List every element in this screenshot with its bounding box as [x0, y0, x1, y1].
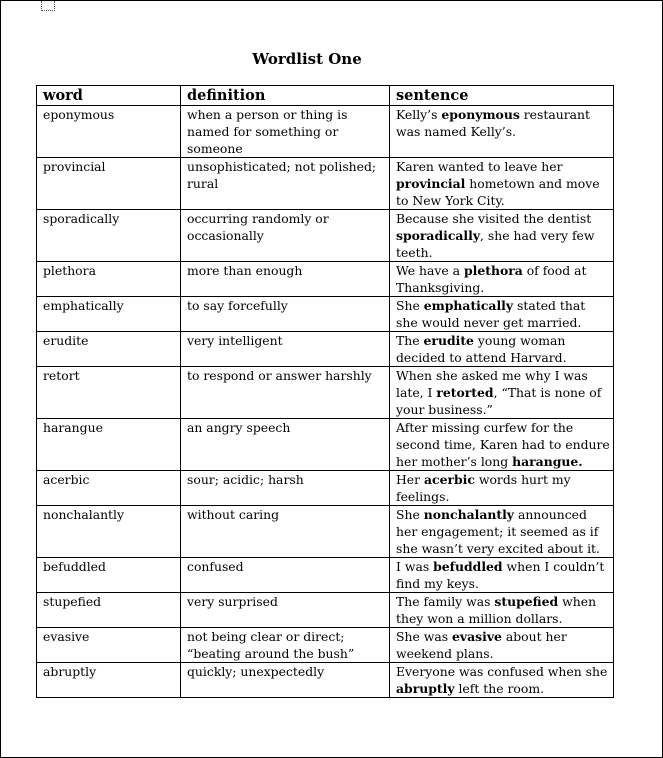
definition-cell: to say forcefully [181, 297, 390, 332]
table-row [37, 628, 614, 663]
sentence-cell [390, 663, 614, 698]
vocabulary-word-emphasis: emphatically [423, 298, 514, 313]
table-header-row [37, 86, 614, 106]
table-row [37, 332, 614, 367]
column-header-word: word [37, 86, 181, 106]
table-row [37, 558, 614, 593]
sentence-text: Kelly’s [396, 107, 442, 122]
sentence-cell [390, 262, 614, 297]
sentence-text: hometown and move to New York City. [396, 176, 600, 208]
sentence-text: restaurant was named Kelly’s. [396, 107, 590, 139]
definition-cell: occurring randomly or occasionally [181, 210, 390, 262]
sentence-text: about her weekend plans. [396, 629, 567, 661]
definition-cell: not being clear or direct; “beating around the bush” [181, 628, 390, 663]
definition-cell: an angry speech [181, 419, 390, 471]
table-row [37, 663, 614, 698]
definition-cell: without caring [181, 506, 390, 558]
sentence-cell [390, 628, 614, 663]
sentence-cell [390, 419, 614, 471]
sentence-text: The family was [396, 594, 495, 609]
sentence-text: When she asked me why I was late, I [396, 368, 588, 400]
table-row [37, 506, 614, 558]
sentence-text: Everyone was confused when she [396, 664, 608, 679]
table-row [37, 262, 614, 297]
sentence-cell [390, 367, 614, 419]
word-cell: eponymous [37, 106, 181, 158]
definition-cell: to respond or answer harshly [181, 367, 390, 419]
sentence-text: She was [396, 629, 453, 644]
sentence-text: We have a [396, 263, 464, 278]
sentence-cell [390, 332, 614, 367]
table-row [37, 367, 614, 419]
sentence-cell [390, 593, 614, 628]
vocabulary-word-emphasis: nonchalantly [423, 507, 514, 522]
word-cell: acerbic [37, 471, 181, 506]
word-cell: evasive [37, 628, 181, 663]
table-row [37, 106, 614, 158]
sentence-text: Her [396, 472, 424, 487]
word-cell: nonchalantly [37, 506, 181, 558]
sentence-cell [390, 210, 614, 262]
vocabulary-word-emphasis: provincial [396, 176, 466, 191]
sentence-cell [390, 471, 614, 506]
vocabulary-word-emphasis: befuddled [433, 559, 503, 574]
column-header-definition: definition [181, 86, 390, 106]
sentence-text: stated that she would never get married. [396, 298, 586, 330]
sentence-text: , she had very few teeth. [396, 228, 595, 260]
definition-cell: quickly; unexpectedly [181, 663, 390, 698]
sentence-text: After missing curfew for the second time, Karen had to endure her mother’s long [396, 420, 610, 469]
wordlist-table [36, 85, 614, 698]
definition-cell: when a person or thing is named for something or someone [181, 106, 390, 158]
definition-cell: very surprised [181, 593, 390, 628]
vocabulary-word-emphasis: plethora [463, 263, 523, 278]
word-cell: emphatically [37, 297, 181, 332]
word-cell: harangue [37, 419, 181, 471]
sentence-text: Karen wanted to leave her [396, 159, 563, 174]
sentence-cell [390, 506, 614, 558]
text-boundary-marker [41, 1, 55, 11]
word-cell: stupefied [37, 593, 181, 628]
word-cell: sporadically [37, 210, 181, 262]
sentence-text: of food at Thanksgiving. [396, 263, 587, 295]
column-header-sentence: sentence [390, 86, 614, 106]
sentence-text: I was [396, 559, 434, 574]
table-row [37, 471, 614, 506]
sentence-cell [390, 297, 614, 332]
word-cell: plethora [37, 262, 181, 297]
vocabulary-word-emphasis: abruptly [396, 681, 455, 696]
word-cell: befuddled [37, 558, 181, 593]
word-cell: abruptly [37, 663, 181, 698]
table-row [37, 297, 614, 332]
definition-cell: unsophisticated; not polished; rural [181, 158, 390, 210]
definition-cell: sour; acidic; harsh [181, 471, 390, 506]
vocabulary-word-emphasis: stupefied [494, 594, 559, 609]
vocabulary-word-emphasis: harangue. [512, 454, 583, 469]
sentence-text: when they won a million dollars. [396, 594, 597, 626]
table-row [37, 158, 614, 210]
sentence-text: Because she visited the dentist [396, 211, 592, 226]
vocabulary-word-emphasis: sporadically [396, 228, 481, 243]
sentence-cell [390, 558, 614, 593]
sentence-cell [390, 158, 614, 210]
vocabulary-word-emphasis: retorted [436, 385, 494, 400]
sentence-text: young woman decided to attend Harvard. [396, 333, 567, 365]
word-cell: retort [37, 367, 181, 419]
sentence-text: The [396, 333, 424, 348]
vocabulary-word-emphasis: evasive [452, 629, 502, 644]
definition-cell: confused [181, 558, 390, 593]
sentence-text: words hurt my feelings. [396, 472, 571, 504]
table-row [37, 593, 614, 628]
table-row [37, 210, 614, 262]
sentence-text: , “That is none of your business.” [396, 385, 602, 417]
table-row [37, 419, 614, 471]
vocabulary-word-emphasis: eponymous [441, 107, 520, 122]
word-cell: erudite [37, 332, 181, 367]
sentence-text: when I couldn’t find my keys. [396, 559, 605, 591]
definition-cell: more than enough [181, 262, 390, 297]
sentence-text: left the room. [454, 681, 545, 696]
page-title: Wordlist One [252, 50, 362, 68]
sentence-text: She [396, 298, 424, 313]
vocabulary-word-emphasis: erudite [423, 333, 474, 348]
sentence-cell [390, 106, 614, 158]
sentence-text: She [396, 507, 424, 522]
sentence-text: announced her engagement; it seemed as if she wasn’t very excited about it. [396, 507, 600, 556]
definition-cell: very intelligent [181, 332, 390, 367]
vocabulary-word-emphasis: acerbic [424, 472, 475, 487]
word-cell: provincial [37, 158, 181, 210]
